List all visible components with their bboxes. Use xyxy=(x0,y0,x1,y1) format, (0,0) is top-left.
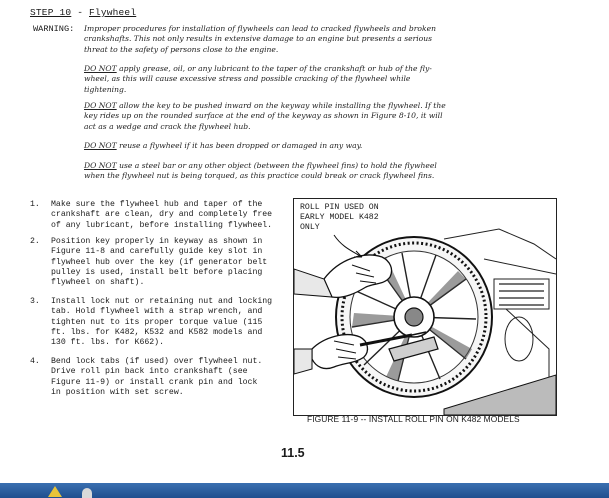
step-item-number: 2. xyxy=(30,237,40,246)
step-number: STEP 10 xyxy=(30,7,72,18)
warning-line xyxy=(84,161,554,171)
step-dash: - xyxy=(71,7,90,18)
warning-paragraph-lubricant xyxy=(84,64,554,95)
step-line: tab. Hold flywheel with a strap wrench, and xyxy=(51,307,263,317)
step-item-number: 1. xyxy=(30,200,40,209)
figure-11-9 xyxy=(293,198,557,416)
figure-note-line: ROLL PIN USED ON xyxy=(300,203,379,212)
app-icon[interactable] xyxy=(82,488,92,498)
step-line: 130 ft. lbs. for K662). xyxy=(51,338,165,348)
step-line: Figure 11-9) or install crank pin and lock xyxy=(51,377,258,387)
step-heading xyxy=(30,7,136,18)
step-item-text xyxy=(51,200,277,231)
warning-line: wheel, as this will cause excessive stress and possible cracking of the flywheel while xyxy=(84,74,411,84)
step-item-text xyxy=(51,357,277,398)
figure-note xyxy=(300,203,396,233)
step-line: of any lubricant, before installing flywheel. xyxy=(51,220,273,230)
step-item-number: 4. xyxy=(30,357,40,366)
warning-line-text: use a steel bar or any other object (between the flywheel fins) to hold the flywheel xyxy=(116,161,437,170)
do-not-lead: DO NOT xyxy=(84,141,117,150)
warning-line: crankshafts. This not only results in extensive damage to an engine but presents a serious xyxy=(84,34,433,44)
taskbar xyxy=(0,483,609,498)
warning-paragraph-intro xyxy=(84,24,554,55)
warning-label: WARNING: xyxy=(33,24,75,34)
step-line: pulley is used, install belt before placing xyxy=(51,267,263,277)
step-line: Install lock nut or retaining nut and locking xyxy=(51,297,273,306)
warning-line-text: allow the key to be pushed inward on the keyway while installing the flywheel. If the xyxy=(116,101,446,110)
step-item-number: 3. xyxy=(30,297,40,306)
step-line: in position with set screw. xyxy=(51,387,184,397)
warning-paragraph-reuse xyxy=(84,141,554,151)
figure-note-line: EARLY MODEL K482 xyxy=(300,213,379,222)
warning-line: tightening. xyxy=(84,84,127,94)
warning-paragraph-steel-bar xyxy=(84,161,554,182)
warning-line: act as a wedge and crack the flywheel hub. xyxy=(84,121,251,131)
step-item-text xyxy=(51,237,277,288)
figure-note-line: ONLY xyxy=(300,223,320,232)
step-line: Make sure the flywheel hub and taper of the xyxy=(51,200,263,209)
step-line: flywheel hub over the key (if generator belt xyxy=(51,257,268,267)
step-item-text xyxy=(51,297,277,348)
do-not-lead: DO NOT xyxy=(84,161,117,170)
step-line: Position key properly in keyway as shown in xyxy=(51,237,263,246)
warning-line: when the flywheel nut is being torqued, as this practice could break or crack flywheel fins. xyxy=(84,171,435,181)
warning-icon[interactable] xyxy=(48,486,62,497)
warning-line-text: reuse a flywheel if it has been dropped or damaged in any way. xyxy=(116,141,363,150)
page-number: 11.5 xyxy=(281,446,305,460)
warning-line: key rides up on the rounded surface at the end of the keyway as shown in Figure 8-10, it will xyxy=(84,111,443,121)
do-not-lead: DO NOT xyxy=(84,64,117,73)
step-line: tighten nut to its proper torque value (115 xyxy=(51,317,263,327)
do-not-lead: DO NOT xyxy=(84,101,117,110)
step-line: ft. lbs. for K482, K532 and K582 models and xyxy=(51,327,263,337)
warning-line: threat to the safety of persons close to the engine. xyxy=(84,44,279,54)
warning-line xyxy=(84,141,554,151)
step-line: flywheel on shaft). xyxy=(51,278,145,288)
figure-caption: FIGURE 11-9 -- INSTALL ROLL PIN ON K482 MODELS xyxy=(307,414,520,424)
step-line: crankshaft are clean, dry and completely free xyxy=(51,210,273,220)
warning-line: Improper procedures for installation of flywheels can lead to cracked flywheels and broken xyxy=(84,24,436,33)
warning-line xyxy=(84,101,554,111)
warning-paragraph-key xyxy=(84,101,554,132)
step-line: Bend lock tabs (if used) over flywheel nut. xyxy=(51,357,263,366)
step-line: Figure 11-8 and carefully guide key slot in xyxy=(51,247,263,257)
step-line: Drive roll pin back into crankshaft (see xyxy=(51,367,248,377)
step-title: Flywheel xyxy=(89,7,137,18)
warning-line xyxy=(84,64,554,74)
warning-line-text: apply grease, oil, or any lubricant to the taper of the crankshaft or hub of the fly- xyxy=(116,64,432,73)
